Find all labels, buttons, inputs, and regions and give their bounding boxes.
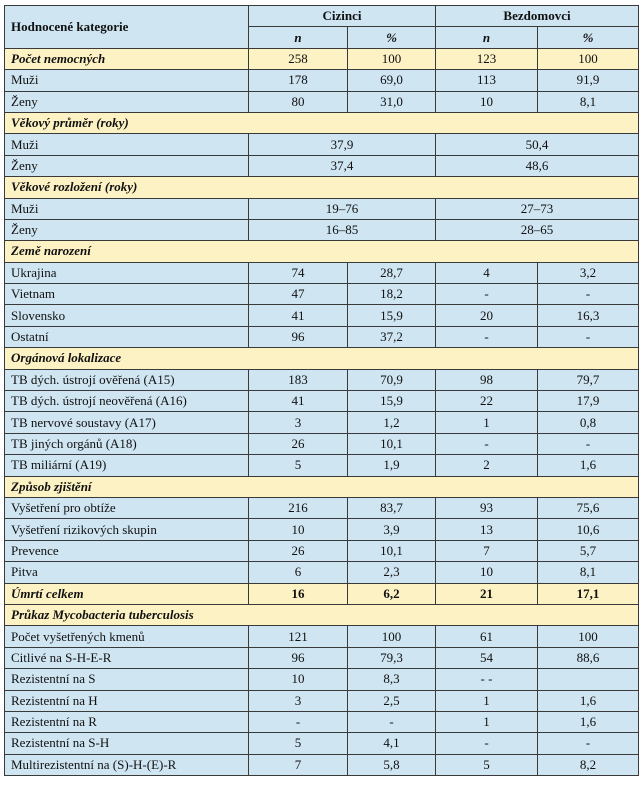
table-row	[5, 711, 639, 732]
row-label: Počet nemocných	[5, 48, 249, 69]
row-label: Pitva	[5, 562, 249, 583]
section-title: Způsob zjištění	[5, 476, 639, 497]
foreigners-pct-cell: 1,2	[348, 412, 436, 433]
homeless-value: 50,4	[436, 134, 639, 155]
section-header-row	[5, 241, 639, 262]
homeless-n-cell: 21	[436, 583, 538, 604]
foreigners-n-cell: 96	[249, 326, 348, 347]
row-label: Citlivé na S-H-E-R	[5, 647, 249, 668]
table-row	[5, 690, 639, 711]
row-label: TB jiných orgánů (A18)	[5, 433, 249, 454]
row-label: Muži	[5, 134, 249, 155]
summary-row	[5, 48, 639, 69]
homeless-n-cell: - -	[436, 669, 538, 690]
homeless-pct-cell: 5,7	[538, 540, 639, 561]
foreigners-n-cell: 5	[249, 455, 348, 476]
foreigners-pct-cell: 18,2	[348, 284, 436, 305]
homeless-pct-header: %	[538, 27, 639, 48]
row-label: Multirezistentní na (S)-H-(E)-R	[5, 754, 249, 775]
homeless-pct-cell: 91,9	[538, 70, 639, 91]
homeless-pct-cell: -	[538, 433, 639, 454]
homeless-n-cell: 22	[436, 391, 538, 412]
table-row	[5, 70, 639, 91]
homeless-n-cell: 98	[436, 369, 538, 390]
foreigners-pct-cell: 15,9	[348, 305, 436, 326]
homeless-n-cell: 13	[436, 519, 538, 540]
row-label: TB nervové soustavy (A17)	[5, 412, 249, 433]
section-title: Orgánová lokalizace	[5, 348, 639, 369]
foreigners-pct-header: %	[348, 27, 436, 48]
homeless-pct-cell: 3,2	[538, 262, 639, 283]
row-label: Muži	[5, 198, 249, 219]
row-label: Slovensko	[5, 305, 249, 326]
homeless-pct-cell: 8,1	[538, 562, 639, 583]
foreigners-pct-cell: 2,5	[348, 690, 436, 711]
homeless-n-cell: 1	[436, 412, 538, 433]
row-label: Ukrajina	[5, 262, 249, 283]
table-row	[5, 262, 639, 283]
foreigners-pct-cell: 83,7	[348, 497, 436, 518]
homeless-value: 48,6	[436, 155, 639, 176]
table-row	[5, 754, 639, 775]
homeless-n-cell: 1	[436, 690, 538, 711]
foreigners-n-cell: 121	[249, 626, 348, 647]
homeless-pct-cell: 1,6	[538, 690, 639, 711]
foreigners-pct-cell: 100	[348, 48, 436, 69]
foreigners-pct-cell: -	[348, 711, 436, 732]
foreigners-n-cell: 26	[249, 540, 348, 561]
homeless-n-cell: -	[436, 284, 538, 305]
homeless-n-cell: 5	[436, 754, 538, 775]
homeless-n-cell: 7	[436, 540, 538, 561]
row-label: Rezistentní na H	[5, 690, 249, 711]
foreigners-n-cell: 6	[249, 562, 348, 583]
section-header-row	[5, 604, 639, 625]
homeless-n-cell: 2	[436, 455, 538, 476]
table-row	[5, 305, 639, 326]
homeless-pct-cell: 100	[538, 48, 639, 69]
homeless-n-cell: 61	[436, 626, 538, 647]
row-label: Muži	[5, 70, 249, 91]
homeless-pct-cell: 100	[538, 626, 639, 647]
row-label: Vyšetření pro obtíže	[5, 497, 249, 518]
section-title: Věkový průměr (roky)	[5, 112, 639, 133]
homeless-pct-cell: 10,6	[538, 519, 639, 540]
table-row	[5, 412, 639, 433]
foreigners-pct-cell: 2,3	[348, 562, 436, 583]
foreigners-n-cell: 41	[249, 305, 348, 326]
row-label: Rezistentní na S	[5, 669, 249, 690]
foreigners-pct-cell: 100	[348, 626, 436, 647]
table-row	[5, 733, 639, 754]
homeless-value: 28–65	[436, 219, 639, 240]
foreigners-n-cell: 26	[249, 433, 348, 454]
homeless-pct-cell: 75,6	[538, 497, 639, 518]
row-label: Rezistentní na S-H	[5, 733, 249, 754]
section-header-row	[5, 177, 639, 198]
table-body	[5, 48, 639, 775]
row-label: Počet vyšetřených kmenů	[5, 626, 249, 647]
foreigners-pct-cell: 10,1	[348, 433, 436, 454]
homeless-pct-cell: 17,9	[538, 391, 639, 412]
row-label: TB dých. ústrojí neověřená (A16)	[5, 391, 249, 412]
row-label: Ženy	[5, 91, 249, 112]
table-row	[5, 155, 639, 176]
homeless-pct-cell: 16,3	[538, 305, 639, 326]
foreigners-pct-cell: 3,9	[348, 519, 436, 540]
foreigners-n-cell: 178	[249, 70, 348, 91]
table-row	[5, 497, 639, 518]
row-label: Ostatní	[5, 326, 249, 347]
homeless-pct-cell: -	[538, 733, 639, 754]
foreigners-n-cell: 80	[249, 91, 348, 112]
foreigners-value: 37,9	[249, 134, 436, 155]
section-header-row	[5, 348, 639, 369]
homeless-pct-cell: 17,1	[538, 583, 639, 604]
homeless-pct-cell: -	[538, 284, 639, 305]
homeless-n-cell: 113	[436, 70, 538, 91]
homeless-pct-cell: 8,1	[538, 91, 639, 112]
table-row	[5, 455, 639, 476]
foreigners-n-cell: 96	[249, 647, 348, 668]
homeless-n-cell: -	[436, 433, 538, 454]
row-label: Rezistentní na R	[5, 711, 249, 732]
section-header-row	[5, 112, 639, 133]
table-row	[5, 284, 639, 305]
row-label: TB dých. ústrojí ověřená (A15)	[5, 369, 249, 390]
foreigners-n-cell: 3	[249, 690, 348, 711]
homeless-header: Bezdomovci	[436, 6, 639, 27]
table-row	[5, 540, 639, 561]
table-row	[5, 134, 639, 155]
table-row	[5, 326, 639, 347]
homeless-pct-cell: -	[538, 326, 639, 347]
tuberculosis-statistics-table	[4, 5, 639, 776]
foreigners-n-cell: 74	[249, 262, 348, 283]
homeless-n-cell: 4	[436, 262, 538, 283]
row-label: Ženy	[5, 155, 249, 176]
homeless-pct-cell: 88,6	[538, 647, 639, 668]
homeless-pct-cell: 1,6	[538, 455, 639, 476]
foreigners-pct-cell: 28,7	[348, 262, 436, 283]
homeless-n-cell: 10	[436, 562, 538, 583]
row-label: Ženy	[5, 219, 249, 240]
foreigners-pct-cell: 10,1	[348, 540, 436, 561]
section-title: Země narození	[5, 241, 639, 262]
foreigners-pct-cell: 37,2	[348, 326, 436, 347]
table-row	[5, 198, 639, 219]
foreigners-value: 16–85	[249, 219, 436, 240]
foreigners-pct-cell: 6,2	[348, 583, 436, 604]
row-label: Vietnam	[5, 284, 249, 305]
table-row	[5, 626, 639, 647]
homeless-n-cell: 93	[436, 497, 538, 518]
section-title: Průkaz Mycobacteria tuberculosis	[5, 604, 639, 625]
foreigners-n-cell: 3	[249, 412, 348, 433]
homeless-pct-cell	[538, 669, 639, 690]
foreigners-pct-cell: 69,0	[348, 70, 436, 91]
table-row	[5, 562, 639, 583]
table-row	[5, 669, 639, 690]
homeless-n-cell: 10	[436, 91, 538, 112]
homeless-n-cell: -	[436, 326, 538, 347]
row-label: Úmrtí celkem	[5, 583, 249, 604]
foreigners-n-cell: 7	[249, 754, 348, 775]
foreigners-pct-cell: 70,9	[348, 369, 436, 390]
homeless-n-cell: -	[436, 733, 538, 754]
homeless-value: 27–73	[436, 198, 639, 219]
table-row	[5, 647, 639, 668]
homeless-n-header: n	[436, 27, 538, 48]
foreigners-n-cell: 216	[249, 497, 348, 518]
category-header: Hodnocené kategorie	[5, 6, 249, 49]
table-row	[5, 91, 639, 112]
foreigners-n-cell: 10	[249, 519, 348, 540]
row-label: Vyšetření rizikových skupin	[5, 519, 249, 540]
foreigners-pct-cell: 4,1	[348, 733, 436, 754]
homeless-n-cell: 54	[436, 647, 538, 668]
row-label: Prevence	[5, 540, 249, 561]
foreigners-n-cell: 5	[249, 733, 348, 754]
header-row-groups	[5, 6, 639, 27]
foreigners-pct-cell: 15,9	[348, 391, 436, 412]
table-row	[5, 391, 639, 412]
foreigners-n-cell: 16	[249, 583, 348, 604]
homeless-n-cell: 1	[436, 711, 538, 732]
foreigners-n-cell: 10	[249, 669, 348, 690]
foreigners-value: 37,4	[249, 155, 436, 176]
foreigners-n-cell: -	[249, 711, 348, 732]
table-row	[5, 219, 639, 240]
section-title: Věkové rozložení (roky)	[5, 177, 639, 198]
table-row	[5, 369, 639, 390]
homeless-n-cell: 123	[436, 48, 538, 69]
section-header-row	[5, 476, 639, 497]
foreigners-n-cell: 183	[249, 369, 348, 390]
row-label: TB miliární (A19)	[5, 455, 249, 476]
homeless-n-cell: 20	[436, 305, 538, 326]
summary-row	[5, 583, 639, 604]
foreigners-pct-cell: 1,9	[348, 455, 436, 476]
homeless-pct-cell: 0,8	[538, 412, 639, 433]
foreigners-value: 19–76	[249, 198, 436, 219]
foreigners-pct-cell: 79,3	[348, 647, 436, 668]
foreigners-pct-cell: 5,8	[348, 754, 436, 775]
foreigners-n-cell: 258	[249, 48, 348, 69]
foreigners-pct-cell: 31,0	[348, 91, 436, 112]
foreigners-n-cell: 47	[249, 284, 348, 305]
homeless-pct-cell: 79,7	[538, 369, 639, 390]
foreigners-header: Cizinci	[249, 6, 436, 27]
foreigners-n-header: n	[249, 27, 348, 48]
table-row	[5, 519, 639, 540]
foreigners-n-cell: 41	[249, 391, 348, 412]
homeless-pct-cell: 1,6	[538, 711, 639, 732]
homeless-pct-cell: 8,2	[538, 754, 639, 775]
table-row	[5, 433, 639, 454]
foreigners-pct-cell: 8,3	[348, 669, 436, 690]
